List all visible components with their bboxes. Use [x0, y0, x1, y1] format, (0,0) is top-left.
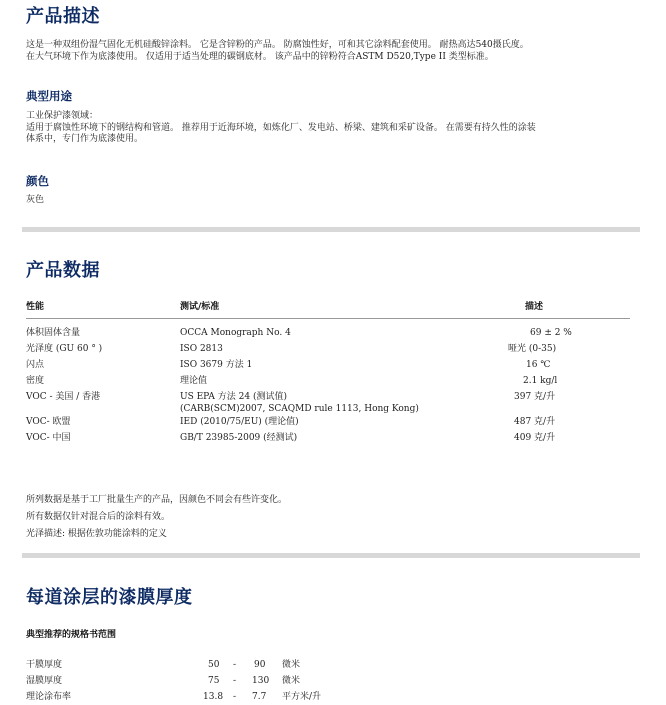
- table-row-test: IED (2010/75/EU) (理论值): [180, 417, 299, 427]
- thickness-row-dash: -: [233, 660, 237, 670]
- color-heading: 颜色: [26, 174, 49, 188]
- thickness-row-min: 13.8: [203, 692, 224, 702]
- table-row-property: 光泽度 (GU 60 ° ): [26, 344, 103, 354]
- section-divider: [22, 227, 640, 232]
- column-header-description: 描述: [525, 302, 544, 312]
- typical-use-line: 适用于腐蚀性环境下的钢结构和管道。 推荐用于近海环境，如炼化厂、发电站、桥梁、建筑和采矿设备。 在需要有持久性的涂装: [26, 122, 536, 133]
- table-header-rule: [26, 318, 630, 319]
- table-row-property: 密度: [26, 376, 45, 386]
- description-line: 这是一种双组份湿气固化无机硅酸锌涂料。 它是含锌粉的产品。 防腐蚀性好，可和其它涂料配套使用。 耐热高达540摄氏度。: [26, 40, 529, 50]
- thickness-row-unit: 微米: [282, 676, 301, 686]
- table-row-value: 哑光 (0-35): [508, 344, 557, 354]
- product-data-note: 所列数据是基于工厂批量生产的产品，因颜色不同会有些许变化。: [26, 495, 288, 505]
- thickness-row-unit: 平方米/升: [282, 692, 322, 702]
- table-row-test: ISO 3679 方法 1: [180, 360, 253, 370]
- table-row-test-detail: (CARB(SCM)2007, SCAQMD rule 1113, Hong Kong): [180, 404, 419, 414]
- thickness-row-unit: 微米: [282, 660, 301, 670]
- table-row-test: GB/T 23985-2009 (经测试): [180, 433, 298, 443]
- product-data-heading: 产品数据: [26, 260, 100, 281]
- table-row-property: 体积固体含量: [26, 328, 81, 338]
- typical-use-text: [26, 111, 636, 146]
- thickness-row-label: 干膜厚度: [26, 660, 63, 670]
- typical-use-line: 工业保护漆领域：: [26, 111, 99, 121]
- table-row-value: 16 ℃: [526, 360, 551, 370]
- thickness-row-label: 湿膜厚度: [26, 676, 63, 686]
- thickness-row-dash: -: [233, 692, 237, 702]
- thickness-row-label: 理论涂布率: [26, 692, 72, 702]
- table-row-property: 闪点: [26, 360, 45, 370]
- section-divider: [22, 553, 640, 558]
- table-row-test: US EPA 方法 24 (测试值): [180, 392, 287, 402]
- thickness-row-min: 50: [208, 660, 220, 670]
- product-data-note: 所有数据仅针对混合后的涂料有效。: [26, 512, 171, 522]
- thickness-row-max: 90: [254, 660, 266, 670]
- column-header-property: 性能: [26, 302, 45, 312]
- table-row-property: VOC - 美国 / 香港: [26, 392, 101, 402]
- description-line: 在大气环境下作为底漆使用。 仅适用于适当处理的碳钢底材。 该产品中的锌粉符合ASTM D520,Type II 类型标准。: [26, 51, 494, 62]
- table-row-value: 409 克/升: [514, 433, 556, 443]
- film-thickness-heading: 每道涂层的漆膜厚度: [26, 587, 193, 608]
- thickness-row-max: 130: [252, 676, 270, 686]
- table-row-property: VOC- 中国: [26, 433, 71, 443]
- typical-use-heading: 典型用途: [26, 89, 72, 103]
- color-value: 灰色: [26, 195, 45, 205]
- description-text: [26, 40, 636, 63]
- table-row-value: 2.1 kg/l: [523, 376, 558, 386]
- table-row-property: VOC- 欧盟: [26, 417, 71, 427]
- product-data-note: 光泽描述: 根据佐敦功能涂料的定义: [26, 529, 167, 539]
- table-row-value: 397 克/升: [514, 392, 556, 402]
- thickness-row-min: 75: [208, 676, 220, 686]
- thickness-row-dash: -: [233, 676, 237, 686]
- table-row-test: OCCA Monograph No. 4: [180, 328, 291, 338]
- film-thickness-subheading: 典型推荐的规格书范围: [26, 630, 117, 640]
- table-row-value: 69 ± 2 %: [530, 328, 572, 338]
- table-row-test: 理论值: [180, 376, 208, 386]
- column-header-test: 测试/标准: [180, 302, 220, 312]
- thickness-row-max: 7.7: [252, 692, 267, 702]
- table-row-value: 487 克/升: [514, 417, 556, 427]
- table-row-test: ISO 2813: [180, 344, 223, 354]
- description-heading: 产品描述: [26, 6, 100, 27]
- typical-use-line: 体系中，专门作为底漆使用。: [26, 134, 144, 144]
